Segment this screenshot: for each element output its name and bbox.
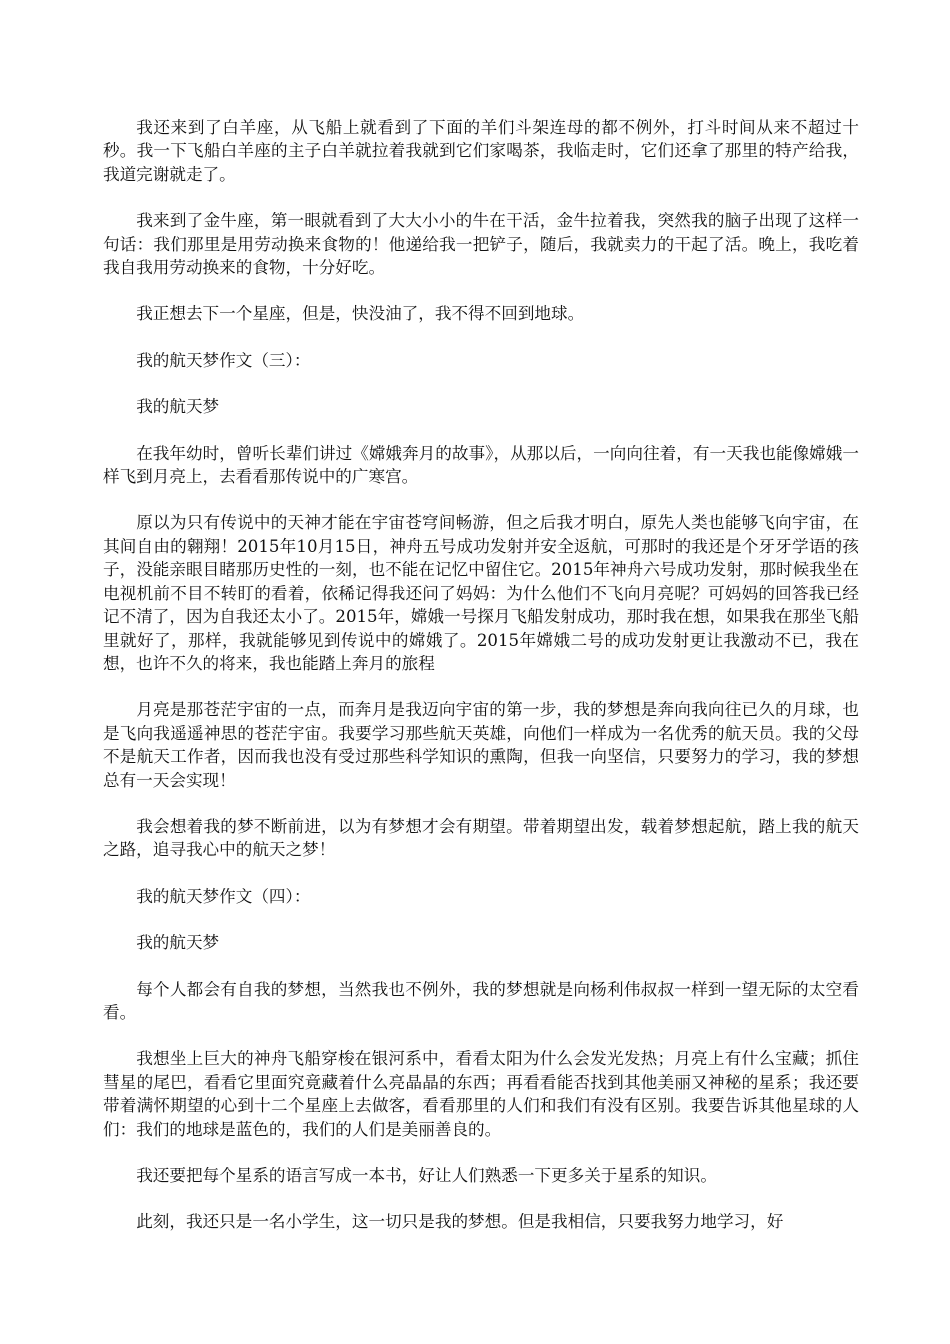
paragraph-my-dream: 每个人都会有自我的梦想，当然我也不例外，我的梦想就是向杨利伟叔叔一样到一望无际的太空看看。	[103, 979, 859, 1022]
paragraph-childhood: 在我年幼时，曾听长辈们讲过《嫦娥奔月的故事》，从那以后，一向向往着，有一天我也能像嫦娥一样飞到月亮上，去看看那传说中的广寒宫。	[103, 443, 859, 487]
essay-title-4: 我的航天梦	[136, 933, 220, 953]
paragraph-forward: 我会想着我的梦不断前进，以为有梦想才会有期望。带着期望出发，载着梦想起航，踏上我的航天之路，追寻我心中的航天之梦！	[103, 816, 859, 860]
document-page	[103, 116, 859, 1257]
paragraph-spaceship: 我想坐上巨大的神舟飞船穿梭在银河系中，看看太阳为什么会发光发热；月亮上有什么宝藏；抓住彗星的尾巴，看看它里面究竟藏着什么亮晶晶的东西；再看看能否找到其他美丽又神秘的星系；我还要带着满怀期望的心到十二个星座上去做客，看看那里的人们和我们有没有区别。我要告诉其他星球的人们：我们的地球是蓝色的，我们的人们是美丽善良的。	[103, 1049, 859, 1139]
section-heading-4: 我的航天梦作文（四）：	[136, 886, 311, 906]
paragraph-aries: 我还来到了白羊座，从飞船上就看到了下面的羊们斗架连母的都不例外，打斗时间从来不超过十秒。我一下飞船白羊座的主子白羊就拉着我就到它们家喝茶，我临走时，它们还拿了那里的特产给我，我道完谢就走了。	[103, 118, 859, 184]
paragraph-moon-dream: 月亮是那苍茫宇宙的一点，而奔月是我迈向宇宙的第一步，我的梦想是奔向我向往已久的月球，也是飞向我遥遥神思的苍茫宇宙。我要学习那些航天英雄，向他们一样成为一名优秀的航天员。我的父母不是航天工作者，因而我也没有受过那些科学知识的熏陶，但我一向坚信，只要努力的学习，我的梦想总有一天会实现！	[103, 700, 859, 790]
paragraph-return-earth: 我正想去下一个星座，但是，快没油了，我不得不回到地球。	[136, 304, 585, 324]
paragraph-taurus: 我来到了金牛座，第一眼就看到了大大小小的牛在干活，金牛拉着我，突然我的脑子出现了这样一句话：我们那里是用劳动换来食物的！他递给我一把铲子，随后，我就卖力的干起了活。晚上，我吃着我自我用劳动换来的食物，十分好吃。	[103, 211, 859, 278]
section-heading-3: 我的航天梦作文（三）：	[136, 350, 311, 370]
paragraph-student: 此刻，我还只是一名小学生，这一切只是我的梦想。但是我相信，只要我努力地学习，好	[136, 1212, 784, 1232]
paragraph-book: 我还要把每个星系的语言写成一本书，好让人们熟悉一下更多关于星系的知识。	[136, 1166, 717, 1185]
essay-title-3: 我的航天梦	[136, 397, 220, 417]
paragraph-history: 原以为只有传说中的天神才能在宇宙苍穹间畅游，但之后我才明白，原先人类也能够飞向宇宙，在其间自由的翱翔！2015年10月15日，神舟五号成功发射并安全返航，可那时的我还是个牙牙学语的孩子，没能亲眼目睹那历史性的一刻，也不能在记忆中留住它。2015年神舟六号成功发射，那时候我坐在电视机前不目不转盯的看着，依稀记得我还问了妈妈：为什么他们不飞向月亮呢？可妈妈的回答我已经记不清了，因为自我还太小了。2015年，嫦娥一号探月飞船发射成功，那时我在想，如果我在那坐飞船里就好了，那样，我就能够见到传说中的嫦娥了。2015年嫦娥二号的成功发射更让我激动不已，我在想，也许不久的将来，我也能踏上奔月的旅程	[103, 513, 859, 673]
